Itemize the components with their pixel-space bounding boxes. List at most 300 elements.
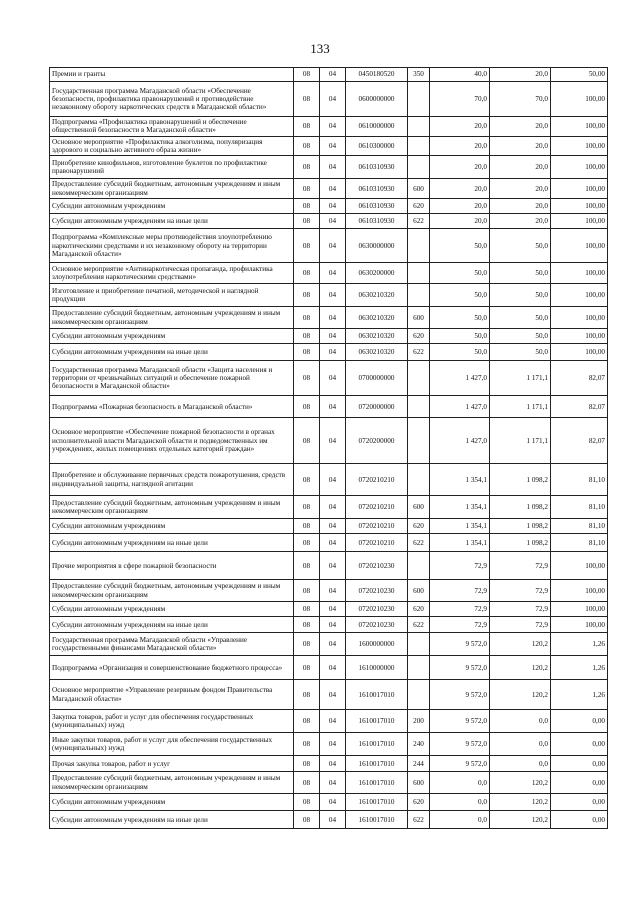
cell-subsection: 04 xyxy=(320,680,346,710)
cell-executed-amount: 120,2 xyxy=(490,656,551,680)
cell-section: 08 xyxy=(294,284,320,307)
cell-subsection: 04 xyxy=(320,329,346,344)
cell-subsection: 04 xyxy=(320,396,346,418)
table-row xyxy=(50,602,608,617)
cell-executed-amount: 72,9 xyxy=(490,602,551,617)
cell-name: Субсидии автономным учреждениям xyxy=(50,794,294,811)
cell-executed-amount: 1 098,2 xyxy=(490,519,551,534)
cell-section: 08 xyxy=(294,396,320,418)
cell-expense-type xyxy=(408,552,430,580)
cell-name: Предоставление субсидий бюджетным, автономным учреждениям и иным некоммерческим организациям xyxy=(50,772,294,794)
table-row xyxy=(50,772,608,794)
cell-name: Премии и гранты xyxy=(50,68,294,82)
table-row xyxy=(50,733,608,756)
cell-execution-percent: 81,10 xyxy=(551,496,608,519)
cell-execution-percent: 1,26 xyxy=(551,633,608,656)
cell-name: Предоставление субсидий бюджетным, автономным учреждениям и иным некоммерческим организациям xyxy=(50,307,294,329)
cell-subsection: 04 xyxy=(320,214,346,229)
cell-planned-amount: 9 572,0 xyxy=(430,733,490,756)
cell-expense-type: 620 xyxy=(408,199,430,214)
cell-target-code: 1610017010 xyxy=(346,811,408,829)
cell-planned-amount: 1 427,0 xyxy=(430,396,490,418)
cell-execution-percent: 100,00 xyxy=(551,602,608,617)
cell-target-code: 0720210230 xyxy=(346,617,408,633)
cell-subsection: 04 xyxy=(320,633,346,656)
cell-execution-percent: 82,07 xyxy=(551,361,608,396)
cell-planned-amount: 1 354,1 xyxy=(430,464,490,496)
cell-section: 08 xyxy=(294,733,320,756)
cell-execution-percent: 100,00 xyxy=(551,136,608,156)
cell-expense-type xyxy=(408,361,430,396)
table-row xyxy=(50,117,608,137)
table-row xyxy=(50,68,608,82)
cell-subsection: 04 xyxy=(320,117,346,137)
cell-name: Субсидии автономным учреждениям на иные цели xyxy=(50,811,294,829)
cell-target-code: 0720210210 xyxy=(346,496,408,519)
cell-target-code: 0630210320 xyxy=(346,307,408,329)
cell-executed-amount: 0,0 xyxy=(490,756,551,772)
cell-name: Основное мероприятие «Обеспечение пожарной безопасности в органах исполнительной власти Магаданской области и подведомственных им учреждениях, жилых помещениях отдельных категорий граждан» xyxy=(50,418,294,464)
cell-expense-type: 200 xyxy=(408,710,430,733)
cell-expense-type xyxy=(408,396,430,418)
table-row xyxy=(50,136,608,156)
table-row xyxy=(50,580,608,602)
cell-expense-type xyxy=(408,117,430,137)
cell-expense-type xyxy=(408,263,430,284)
cell-executed-amount: 0,0 xyxy=(490,733,551,756)
cell-name: Подпрограмма «Организация и совершенствование бюджетного процесса» xyxy=(50,656,294,680)
cell-expense-type xyxy=(408,136,430,156)
cell-target-code: 0610300000 xyxy=(346,136,408,156)
cell-section: 08 xyxy=(294,199,320,214)
cell-target-code: 0610310930 xyxy=(346,214,408,229)
table-row xyxy=(50,552,608,580)
cell-planned-amount: 20,0 xyxy=(430,156,490,179)
cell-target-code: 0720210210 xyxy=(346,534,408,552)
cell-target-code: 0610310930 xyxy=(346,199,408,214)
table-row xyxy=(50,329,608,344)
cell-executed-amount: 20,0 xyxy=(490,68,551,82)
cell-section: 08 xyxy=(294,361,320,396)
table-row xyxy=(50,229,608,263)
cell-name: Субсидии автономным учреждениям на иные цели xyxy=(50,214,294,229)
table-row xyxy=(50,284,608,307)
cell-planned-amount: 72,9 xyxy=(430,602,490,617)
cell-expense-type: 244 xyxy=(408,756,430,772)
table-row xyxy=(50,811,608,829)
cell-section: 08 xyxy=(294,214,320,229)
cell-execution-percent: 81,10 xyxy=(551,519,608,534)
cell-execution-percent: 100,00 xyxy=(551,307,608,329)
table-row xyxy=(50,656,608,680)
cell-planned-amount: 72,9 xyxy=(430,617,490,633)
cell-section: 08 xyxy=(294,756,320,772)
cell-expense-type: 622 xyxy=(408,811,430,829)
table-row xyxy=(50,344,608,361)
cell-name: Иные закупки товаров, работ и услуг для обеспечения государственных (муниципальных) нужд xyxy=(50,733,294,756)
table-row xyxy=(50,464,608,496)
cell-execution-percent: 100,00 xyxy=(551,179,608,199)
cell-subsection: 04 xyxy=(320,811,346,829)
cell-subsection: 04 xyxy=(320,772,346,794)
cell-executed-amount: 120,2 xyxy=(490,794,551,811)
cell-section: 08 xyxy=(294,496,320,519)
cell-expense-type: 350 xyxy=(408,68,430,82)
cell-section: 08 xyxy=(294,263,320,284)
cell-target-code: 0720210230 xyxy=(346,602,408,617)
table-row xyxy=(50,307,608,329)
cell-planned-amount: 9 572,0 xyxy=(430,633,490,656)
cell-executed-amount: 20,0 xyxy=(490,214,551,229)
cell-target-code: 0600000000 xyxy=(346,82,408,117)
cell-target-code: 0630200000 xyxy=(346,263,408,284)
cell-execution-percent: 100,00 xyxy=(551,552,608,580)
cell-name: Субсидии автономным учреждениям xyxy=(50,329,294,344)
cell-planned-amount: 70,0 xyxy=(430,82,490,117)
cell-planned-amount: 1 427,0 xyxy=(430,418,490,464)
cell-name: Прочие мероприятия в сфере пожарной безопасности xyxy=(50,552,294,580)
table-row xyxy=(50,534,608,552)
cell-subsection: 04 xyxy=(320,136,346,156)
cell-executed-amount: 120,2 xyxy=(490,633,551,656)
cell-planned-amount: 20,0 xyxy=(430,214,490,229)
cell-name: Изготовление и приобретение печатной, методической и наглядной продукции xyxy=(50,284,294,307)
cell-executed-amount: 20,0 xyxy=(490,199,551,214)
cell-planned-amount: 20,0 xyxy=(430,136,490,156)
cell-name: Субсидии автономным учреждениям xyxy=(50,602,294,617)
cell-name: Субсидии автономным учреждениям на иные цели xyxy=(50,617,294,633)
cell-planned-amount: 1 354,1 xyxy=(430,519,490,534)
cell-subsection: 04 xyxy=(320,794,346,811)
cell-expense-type xyxy=(408,418,430,464)
cell-execution-percent: 1,26 xyxy=(551,680,608,710)
cell-expense-type: 600 xyxy=(408,179,430,199)
cell-executed-amount: 1 171,1 xyxy=(490,361,551,396)
cell-planned-amount: 50,0 xyxy=(430,307,490,329)
cell-subsection: 04 xyxy=(320,602,346,617)
table-row xyxy=(50,794,608,811)
cell-planned-amount: 9 572,0 xyxy=(430,656,490,680)
table-row xyxy=(50,519,608,534)
cell-target-code: 0720210210 xyxy=(346,464,408,496)
cell-section: 08 xyxy=(294,68,320,82)
cell-subsection: 04 xyxy=(320,552,346,580)
cell-subsection: 04 xyxy=(320,263,346,284)
cell-planned-amount: 9 572,0 xyxy=(430,756,490,772)
cell-execution-percent: 82,07 xyxy=(551,418,608,464)
cell-executed-amount: 72,9 xyxy=(490,580,551,602)
cell-subsection: 04 xyxy=(320,361,346,396)
cell-executed-amount: 50,0 xyxy=(490,284,551,307)
cell-expense-type: 620 xyxy=(408,329,430,344)
cell-execution-percent: 1,26 xyxy=(551,656,608,680)
cell-section: 08 xyxy=(294,617,320,633)
cell-section: 08 xyxy=(294,519,320,534)
cell-planned-amount: 20,0 xyxy=(430,117,490,137)
cell-target-code: 0630000000 xyxy=(346,229,408,263)
cell-subsection: 04 xyxy=(320,496,346,519)
cell-section: 08 xyxy=(294,229,320,263)
cell-section: 08 xyxy=(294,464,320,496)
cell-execution-percent: 100,00 xyxy=(551,329,608,344)
cell-execution-percent: 100,00 xyxy=(551,214,608,229)
cell-section: 08 xyxy=(294,82,320,117)
cell-section: 08 xyxy=(294,179,320,199)
cell-name: Подпрограмма «Пожарная безопасность в Магаданской области» xyxy=(50,396,294,418)
cell-subsection: 04 xyxy=(320,580,346,602)
cell-planned-amount: 72,9 xyxy=(430,552,490,580)
cell-execution-percent: 100,00 xyxy=(551,344,608,361)
cell-planned-amount: 1 354,1 xyxy=(430,496,490,519)
cell-target-code: 0630210320 xyxy=(346,284,408,307)
cell-target-code: 0610310930 xyxy=(346,156,408,179)
cell-expense-type: 600 xyxy=(408,772,430,794)
cell-execution-percent: 81,10 xyxy=(551,464,608,496)
cell-planned-amount: 50,0 xyxy=(430,284,490,307)
cell-execution-percent: 0,00 xyxy=(551,811,608,829)
cell-subsection: 04 xyxy=(320,156,346,179)
cell-target-code: 1610017010 xyxy=(346,710,408,733)
budget-table xyxy=(49,67,608,829)
budget-table-body xyxy=(50,68,608,829)
cell-section: 08 xyxy=(294,136,320,156)
cell-name: Приобретение и обслуживание первичных средств пожаротушения, средств индивидуальной защиты, наглядной агитации xyxy=(50,464,294,496)
cell-target-code: 1600000000 xyxy=(346,633,408,656)
table-row xyxy=(50,496,608,519)
cell-execution-percent: 100,00 xyxy=(551,229,608,263)
cell-subsection: 04 xyxy=(320,284,346,307)
cell-target-code: 0720210210 xyxy=(346,519,408,534)
cell-section: 08 xyxy=(294,602,320,617)
cell-expense-type: 622 xyxy=(408,617,430,633)
cell-expense-type xyxy=(408,656,430,680)
table-row xyxy=(50,361,608,396)
cell-target-code: 0720200000 xyxy=(346,418,408,464)
cell-expense-type: 620 xyxy=(408,794,430,811)
cell-section: 08 xyxy=(294,552,320,580)
cell-expense-type: 600 xyxy=(408,580,430,602)
cell-execution-percent: 0,00 xyxy=(551,794,608,811)
cell-name: Основное мероприятие «Управление резервным фондом Правительства Магаданской области» xyxy=(50,680,294,710)
cell-executed-amount: 50,0 xyxy=(490,307,551,329)
cell-execution-percent: 0,00 xyxy=(551,772,608,794)
cell-subsection: 04 xyxy=(320,307,346,329)
cell-name: Субсидии автономным учреждениям xyxy=(50,199,294,214)
cell-name: Приобретение кинофильмов, изготовление буклетов по профилактике правонарушений xyxy=(50,156,294,179)
cell-executed-amount: 1 098,2 xyxy=(490,534,551,552)
cell-name: Основное мероприятие «Профилактика алкоголизма, популяризация здорового и социально активного образа жизни» xyxy=(50,136,294,156)
cell-expense-type: 620 xyxy=(408,519,430,534)
table-row xyxy=(50,418,608,464)
cell-section: 08 xyxy=(294,580,320,602)
cell-name: Государственная программа Магаданской области «Защита населения и территории от чрезвычайных ситуаций и обеспечение пожарной безопасности в Магаданской области» xyxy=(50,361,294,396)
cell-planned-amount: 50,0 xyxy=(430,344,490,361)
table-row xyxy=(50,179,608,199)
cell-executed-amount: 20,0 xyxy=(490,179,551,199)
cell-subsection: 04 xyxy=(320,733,346,756)
cell-execution-percent: 100,00 xyxy=(551,284,608,307)
cell-planned-amount: 20,0 xyxy=(430,199,490,214)
table-row xyxy=(50,617,608,633)
cell-executed-amount: 50,0 xyxy=(490,263,551,284)
cell-planned-amount: 50,0 xyxy=(430,229,490,263)
cell-planned-amount: 50,0 xyxy=(430,263,490,284)
table-row xyxy=(50,756,608,772)
table-row xyxy=(50,263,608,284)
cell-executed-amount: 120,2 xyxy=(490,811,551,829)
cell-executed-amount: 20,0 xyxy=(490,136,551,156)
cell-executed-amount: 72,9 xyxy=(490,552,551,580)
cell-subsection: 04 xyxy=(320,756,346,772)
cell-expense-type xyxy=(408,633,430,656)
cell-subsection: 04 xyxy=(320,199,346,214)
cell-section: 08 xyxy=(294,117,320,137)
cell-subsection: 04 xyxy=(320,617,346,633)
cell-subsection: 04 xyxy=(320,179,346,199)
cell-execution-percent: 100,00 xyxy=(551,82,608,117)
cell-expense-type xyxy=(408,229,430,263)
cell-target-code: 0720000000 xyxy=(346,396,408,418)
cell-target-code: 1610000000 xyxy=(346,656,408,680)
cell-expense-type: 240 xyxy=(408,733,430,756)
cell-execution-percent: 50,00 xyxy=(551,68,608,82)
cell-section: 08 xyxy=(294,633,320,656)
cell-section: 08 xyxy=(294,156,320,179)
cell-target-code: 0630210320 xyxy=(346,344,408,361)
cell-target-code: 0610000000 xyxy=(346,117,408,137)
cell-target-code: 0630210320 xyxy=(346,329,408,344)
cell-execution-percent: 0,00 xyxy=(551,756,608,772)
cell-target-code: 1610017010 xyxy=(346,756,408,772)
cell-executed-amount: 120,2 xyxy=(490,772,551,794)
cell-execution-percent: 100,00 xyxy=(551,580,608,602)
page-number: 133 xyxy=(310,41,330,56)
cell-expense-type xyxy=(408,680,430,710)
table-row xyxy=(50,633,608,656)
cell-expense-type: 622 xyxy=(408,344,430,361)
cell-execution-percent: 0,00 xyxy=(551,710,608,733)
table-row xyxy=(50,396,608,418)
cell-execution-percent: 100,00 xyxy=(551,156,608,179)
cell-section: 08 xyxy=(294,307,320,329)
cell-execution-percent: 81,10 xyxy=(551,534,608,552)
cell-executed-amount: 120,2 xyxy=(490,680,551,710)
cell-section: 08 xyxy=(294,656,320,680)
cell-expense-type xyxy=(408,156,430,179)
cell-target-code: 0700000000 xyxy=(346,361,408,396)
cell-executed-amount: 20,0 xyxy=(490,117,551,137)
cell-executed-amount: 1 171,1 xyxy=(490,396,551,418)
cell-planned-amount: 20,0 xyxy=(430,179,490,199)
cell-target-code: 0720210230 xyxy=(346,580,408,602)
table-row xyxy=(50,710,608,733)
cell-name: Субсидии автономным учреждениям на иные цели xyxy=(50,344,294,361)
cell-planned-amount: 40,0 xyxy=(430,68,490,82)
cell-name: Субсидии автономным учреждениям xyxy=(50,519,294,534)
cell-planned-amount: 9 572,0 xyxy=(430,710,490,733)
cell-name: Предоставление субсидий бюджетным, автономным учреждениям и иным некоммерческим организациям xyxy=(50,179,294,199)
cell-execution-percent: 100,00 xyxy=(551,263,608,284)
cell-name: Прочая закупка товаров, работ и услуг xyxy=(50,756,294,772)
cell-section: 08 xyxy=(294,680,320,710)
cell-executed-amount: 70,0 xyxy=(490,82,551,117)
cell-expense-type: 620 xyxy=(408,602,430,617)
cell-expense-type xyxy=(408,284,430,307)
cell-name: Основное мероприятие «Антинаркотическая пропаганда, профилактика злоупотребления наркотическими средствами» xyxy=(50,263,294,284)
cell-name: Государственная программа Магаданской области «Управление государственными финансами Магаданской области» xyxy=(50,633,294,656)
cell-executed-amount: 0,0 xyxy=(490,710,551,733)
cell-subsection: 04 xyxy=(320,656,346,680)
cell-executed-amount: 50,0 xyxy=(490,229,551,263)
table-row xyxy=(50,214,608,229)
cell-target-code: 1610017010 xyxy=(346,733,408,756)
cell-subsection: 04 xyxy=(320,534,346,552)
cell-target-code: 1610017010 xyxy=(346,794,408,811)
cell-section: 08 xyxy=(294,772,320,794)
table-row xyxy=(50,156,608,179)
cell-section: 08 xyxy=(294,418,320,464)
cell-section: 08 xyxy=(294,329,320,344)
cell-target-code: 1610017010 xyxy=(346,680,408,710)
cell-execution-percent: 100,00 xyxy=(551,117,608,137)
cell-executed-amount: 50,0 xyxy=(490,344,551,361)
cell-name: Государственная программа Магаданской области «Обеспечение безопасности, профилактика правонарушений и противодействие незаконному обороту наркотических средств в Магаданской области» xyxy=(50,82,294,117)
cell-execution-percent: 82,07 xyxy=(551,396,608,418)
cell-execution-percent: 0,00 xyxy=(551,733,608,756)
cell-execution-percent: 100,00 xyxy=(551,199,608,214)
cell-target-code: 0720210230 xyxy=(346,552,408,580)
cell-subsection: 04 xyxy=(320,82,346,117)
cell-planned-amount: 0,0 xyxy=(430,794,490,811)
cell-planned-amount: 72,9 xyxy=(430,580,490,602)
cell-executed-amount: 72,9 xyxy=(490,617,551,633)
cell-name: Субсидии автономным учреждениям на иные цели xyxy=(50,534,294,552)
cell-section: 08 xyxy=(294,710,320,733)
table-row xyxy=(50,82,608,117)
cell-planned-amount: 1 354,1 xyxy=(430,534,490,552)
cell-execution-percent: 100,00 xyxy=(551,617,608,633)
cell-subsection: 04 xyxy=(320,68,346,82)
cell-subsection: 04 xyxy=(320,344,346,361)
cell-planned-amount: 0,0 xyxy=(430,811,490,829)
cell-executed-amount: 20,0 xyxy=(490,156,551,179)
cell-executed-amount: 1 098,2 xyxy=(490,464,551,496)
cell-expense-type xyxy=(408,464,430,496)
cell-name: Закупка товаров, работ и услуг для обеспечения государственных (муниципальных) нужд xyxy=(50,710,294,733)
cell-planned-amount: 50,0 xyxy=(430,329,490,344)
table-row xyxy=(50,199,608,214)
cell-expense-type xyxy=(408,82,430,117)
cell-executed-amount: 50,0 xyxy=(490,329,551,344)
cell-expense-type: 600 xyxy=(408,496,430,519)
cell-subsection: 04 xyxy=(320,710,346,733)
cell-name: Подпрограмма «Комплексные меры противодействия злоупотреблению наркотическими средствами и их незаконному обороту на территории Магаданской области» xyxy=(50,229,294,263)
cell-target-code: 0450180520 xyxy=(346,68,408,82)
table-row xyxy=(50,680,608,710)
cell-name: Предоставление субсидий бюджетным, автономным учреждениям и иным некоммерческим организациям xyxy=(50,496,294,519)
cell-expense-type: 622 xyxy=(408,534,430,552)
cell-subsection: 04 xyxy=(320,229,346,263)
cell-name: Предоставление субсидий бюджетным, автономным учреждениям и иным некоммерческим организациям xyxy=(50,580,294,602)
cell-section: 08 xyxy=(294,794,320,811)
cell-subsection: 04 xyxy=(320,464,346,496)
cell-expense-type: 622 xyxy=(408,214,430,229)
cell-section: 08 xyxy=(294,344,320,361)
cell-planned-amount: 1 427,0 xyxy=(430,361,490,396)
cell-name: Подпрограмма «Профилактика правонарушений и обеспечение общественной безопасности в Магаданской области» xyxy=(50,117,294,137)
cell-executed-amount: 1 171,1 xyxy=(490,418,551,464)
cell-target-code: 1610017010 xyxy=(346,772,408,794)
